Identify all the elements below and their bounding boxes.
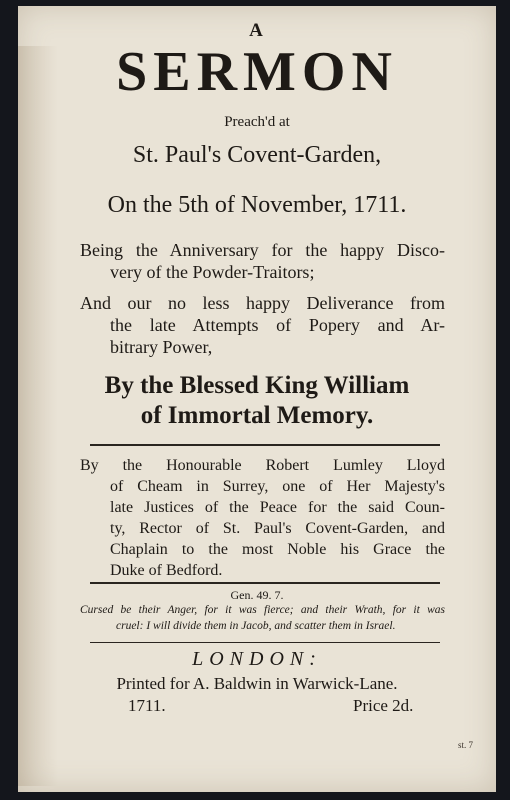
imprint-price: Price 2d.: [353, 696, 414, 715]
epigraph-line-1: Cursed be their Anger, for it was fierce; and their Wrath, for it was: [80, 604, 445, 616]
occasion-line-4: the late Attempts of Popery and Ar-: [110, 315, 445, 335]
divider-middle: [90, 582, 440, 584]
occasion-line-2: very of the Powder-Traitors;: [110, 262, 315, 282]
imprint-city: LONDON:: [192, 648, 322, 670]
place-line: [18, 142, 496, 169]
author-line-1: By the Honourable Robert Lumley Lloyd: [80, 457, 445, 474]
date-line: On the 5th of November, 1711.: [107, 192, 407, 218]
occasion-line-7: of Immortal Memory.: [140, 402, 374, 429]
title-page: [18, 6, 496, 792]
preached-at: Preach'd at: [224, 114, 290, 130]
author-line-6: Duke of Bedford.: [110, 562, 223, 579]
author-line-5: Chaplain to the most Noble his Grace the: [110, 541, 445, 558]
author-line-4: ty, Rector of St. Paul's Covent-Garden, and: [110, 520, 445, 537]
place-text: St. Paul's Covent-Garden,: [132, 142, 382, 168]
occasion-line-3: And our no less happy Deliverance from: [80, 293, 445, 313]
title-main: SERMON: [116, 41, 398, 103]
occasion-line-1: Being the Anniversary for the happy Disco-: [80, 240, 445, 260]
occasion-line-5: bitrary Power,: [110, 337, 213, 357]
author-line-2: of Cheam in Surrey, one of Her Majesty's: [110, 478, 445, 495]
divider-bottom: [90, 642, 440, 643]
marginal-note: st. 7: [458, 740, 474, 750]
occasion-line-6: By the Blessed King William: [104, 372, 410, 399]
imprint-printer: Printed for A. Baldwin in Warwick-Lane.: [116, 674, 398, 693]
author-line-3: late Justices of the Peace for the said Coun-: [110, 499, 445, 516]
epigraph-reference: Gen. 49. 7.: [230, 588, 284, 602]
imprint-year: 1711.: [128, 696, 166, 715]
divider-top: [90, 444, 440, 446]
epigraph-line-2: cruel: I will divide them in Jacob, and scatter them in Israel.: [116, 620, 396, 632]
title-article: A: [249, 20, 265, 41]
